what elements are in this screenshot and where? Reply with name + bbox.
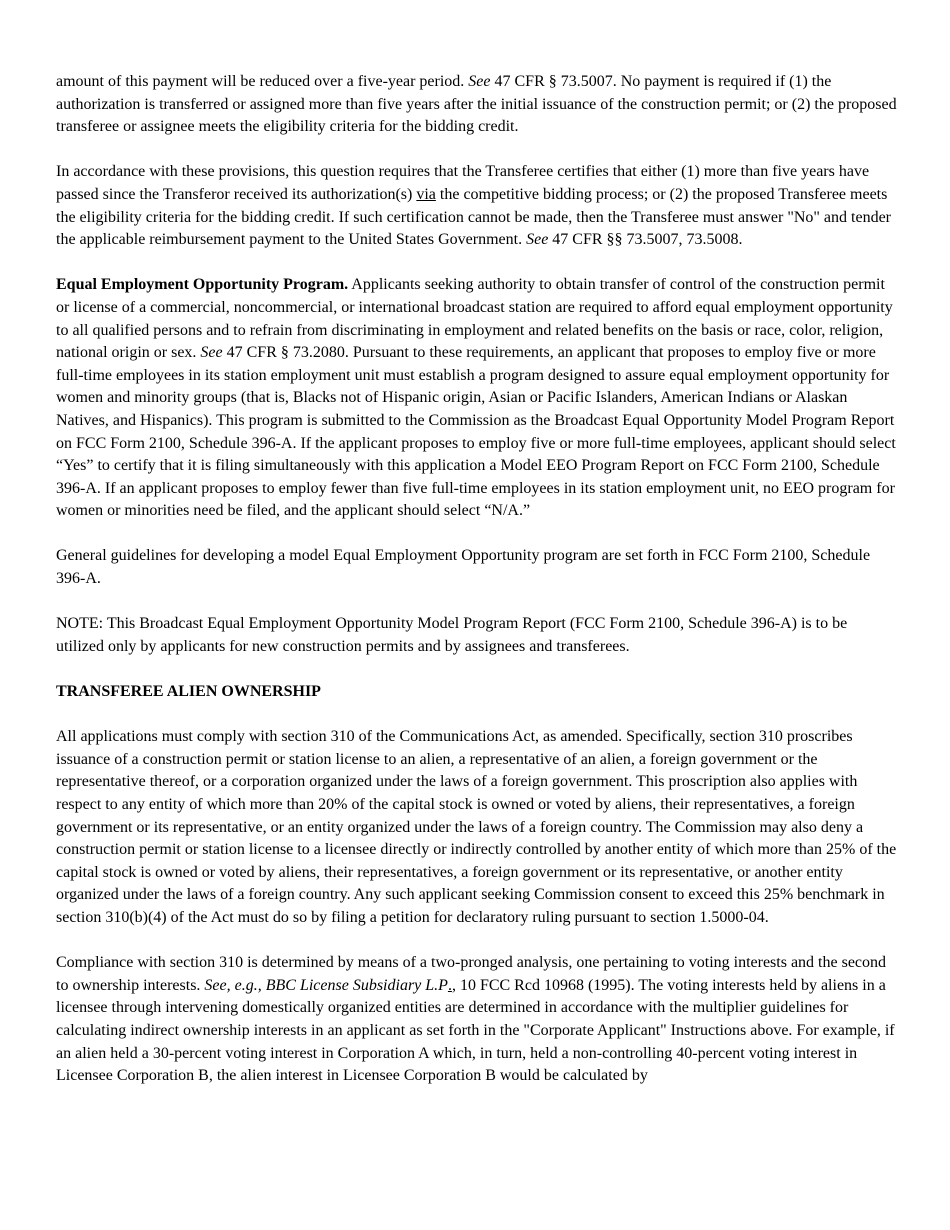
paragraph-eeo-program [56,274,898,523]
case-citation-italic: See, e.g., BBC License Subsidiary L.P [204,976,448,994]
paragraph-note: NOTE: This Broadcast Equal Employment Opportunity Model Program Report (FCC Form 2100, Schedule 396-A) is to be utilized only by applicants for new construction permits and by assignees and transferees. [56,615,848,655]
see-italic: See [468,73,491,90]
eeo-program-title: Equal Employment Opportunity Program. [56,276,349,294]
paragraph-certification [56,161,898,251]
paragraph-payment-reduction [56,71,898,139]
via-underlined: via [416,185,436,203]
section-heading-alien-ownership: TRANSFEREE ALIEN OWNERSHIP [56,683,321,701]
paragraph-section-310: All applications must comply with section 310 of the Communications Act, as amended. Specifically, section 310 proscribes issuance of a construction permit or station license to an alien, a representative of an alien, a foreign government or the representative thereof, or a corporation organized under the laws of a foreign government. This proscription also applies with respect to any entity of which more than 20% of the capital stock is owned or voted by aliens, their representatives, a foreign government or its representative, or an entity organized under the laws of a foreign country. The Commission may also deny a construction permit or station license to a licensee directly or indirectly controlled by another entity of which more than 25% of the capital stock is owned or voted by aliens, their representatives, a foreign government or its representative, or another entity organized under the laws of a foreign country. Any such applicant seeking Commission consent to exceed this 25% benchmark in section 310(b)(4) of the Act must do so by filing a petition for declaratory ruling pursuant to section 1.5000-04. [56,728,897,926]
see-italic: See [200,344,223,362]
citation-period-underlined: . [447,976,452,994]
text: 47 CFR §§ 73.5007, 73.5008. [548,231,743,249]
text: , 10 FCC Rcd 10968 (1995). The voting interests held by aliens in a licensee through intervening domestically organized entities are determined in accordance with the multiplier guidelines for calculating indirect ownership interests in an applicant as set forth in the "Corporate Applicant" Instructions above. For example, if an alien held a 30-percent voting interest in Corporation A which, in turn, held a non-controlling 40-percent voting interest in Licensee Corporation B, the alien interest in Licensee Corporation B would be calculated by [56,976,895,1085]
text: the competitive bidding process; or (2) the proposed Transferee meets the eligibility criteria for the bidding credit. If such certification cannot be made, then the Transferee must answer "No" and tender the applicable reimbursement payment to the United States Government. [56,185,892,249]
paragraph-general-guidelines: General guidelines for developing a model Equal Employment Opportunity program are set forth in FCC Form 2100, Schedule 396-A. [56,547,871,588]
text: 47 CFR § 73.2080. Pursuant to these requirements, an applicant that proposes to employ five or more full-time employees in its station employment unit must establish a program designed to assure equal employment opportunity for women and minority groups (that is, Blacks not of Hispanic origin, Asian or Pacific Islanders, American Indians or Alaskan Natives, and Hispanics). This program is submitted to the Commission as the Broadcast Equal Opportunity Model Program Report on FCC Form 2100, Schedule 396-A. If the applicant proposes to employ five or more full-time employees, applicant should select “Yes” to certify that it is filing simultaneously with this application a Model EEO Program Report on FCC Form 2100, Schedule 396-A. If an applicant proposes to employ fewer than five full-time employees in its station employment unit, no EEO program for women or minorities need be filed, and the applicant should select “N/A.” [56,344,896,520]
text: In accordance with these provisions, this question requires that the Transferee certifies that either (1) more than five years have passed since the Transferor received its authorization(s) [56,163,870,203]
see-italic: See [526,231,549,249]
text: amount of this payment will be reduced over a five-year period. [56,73,469,90]
text: Applicants seeking authority to obtain transfer of control of the construction permit or license of a commercial, noncommercial, or international broadcast station are required to afford equal employment opportunity to all qualified persons and to refrain from discriminating in employment and related benefits on the basis or race, color, religion, national origin or sex. [56,276,893,362]
paragraph-compliance-analysis [56,952,898,1088]
text: 47 CFR § 73.5007. No payment is required if (1) the authorization is transferred or assigned more than five years after the initial issuance of the construction permit; or (2) the proposed transferee or assignee meets the eligibility criteria for the bidding credit. [56,73,897,136]
document-page [56,71,898,1110]
text: Compliance with section 310 is determined by means of a two-pronged analysis, one pertaining to voting interests and the second to ownership interests. [56,954,887,994]
